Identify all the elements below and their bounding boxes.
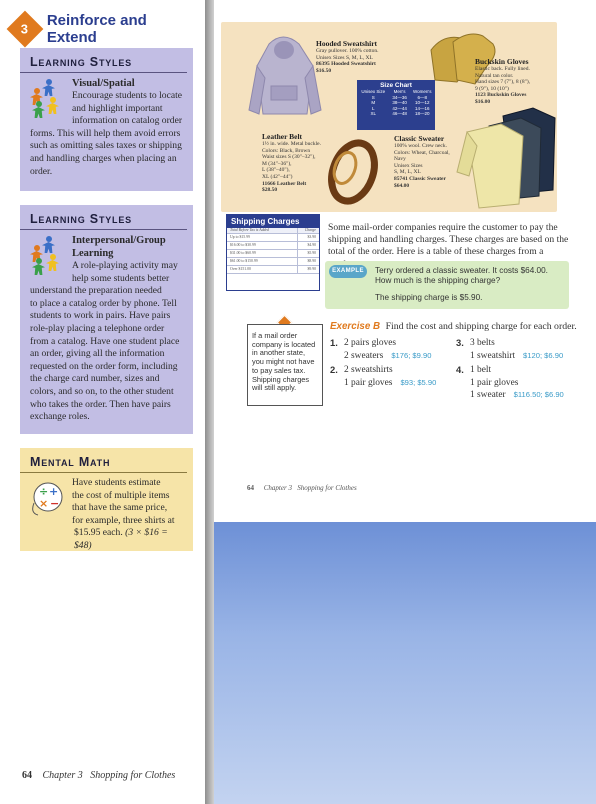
belt-line: XL (42"–44") (262, 173, 293, 180)
belt-line: Waist sizes S (30"–32"), (262, 154, 316, 161)
item-answer: $176; $9.90 (391, 350, 432, 360)
sweatshirt-line: Unisex Sizes S, M, L, XL (316, 54, 373, 61)
note-line: Shipping charges (252, 374, 310, 384)
ls1-line: information on catalog order (72, 115, 183, 127)
item-number: 3. (456, 337, 464, 348)
example-line-2: How much is the shipping charge? (375, 276, 501, 285)
exercise-label: Exercise B (330, 321, 381, 332)
shipping-header-charge: Charge (297, 228, 319, 234)
size-chart-table (357, 89, 435, 117)
belt-price: $28.50 (262, 187, 278, 194)
size-chart-title: Size Chart (380, 82, 412, 89)
mental-math-body (20, 473, 193, 559)
table-row (227, 258, 319, 266)
item-line: 3 belts (470, 338, 495, 348)
size-cell: M (371, 100, 376, 105)
example-line-1: Terry ordered a classic sweater. It costs $64.00. (375, 266, 548, 275)
mm-line: Have students estimate (72, 477, 161, 488)
learning-styles-interpersonal-body (20, 230, 193, 430)
left-page-footer (22, 770, 175, 781)
shipping-charges-title: Shipping Charges (227, 215, 319, 228)
footer-title: Shopping for Clothes (297, 484, 357, 492)
example-answer: The shipping charge is $5.90. (375, 293, 483, 302)
belt-line: L (38"–40"), (262, 167, 290, 174)
sales-tax-note (247, 324, 323, 406)
size-cell: 18—20 (415, 111, 430, 116)
mm-answer: (3 × $16 = $48) (74, 527, 168, 551)
shipping-range: Over $151.00 (227, 266, 297, 274)
gloves-line: Elastic back. Fully lined. (475, 66, 530, 72)
section-number: 3 (21, 21, 29, 37)
sweater-line: 85741 Classic Sweater (394, 175, 446, 182)
ls2-line: understand the preparation needed (30, 285, 162, 297)
sweater-price: $64.00 (394, 182, 410, 189)
background-blue-area (214, 522, 596, 804)
page-number: 64 (247, 484, 254, 492)
size-chart-header: Men's (393, 89, 406, 94)
sweatshirt-price: $16.50 (316, 67, 332, 74)
ls1-line: Encourage students to locate (72, 90, 183, 101)
note-line: you might not have (252, 357, 315, 367)
learning-styles-visual-box (20, 48, 193, 191)
size-cell: 14—16 (415, 105, 430, 111)
item-line: 1 pair gloves (344, 377, 393, 388)
exercise-heading (330, 321, 577, 332)
svg-text:−: − (50, 497, 60, 510)
size-cell: XL (370, 111, 377, 116)
learning-styles-subtitle: Visual/Spatial (72, 78, 135, 89)
sweater-line: 100% wool. Crew neck. (394, 143, 448, 149)
left-footer-title: Shopping for Clothes (90, 770, 176, 781)
shipping-charges-table (226, 214, 320, 291)
ls2-line: help some students better (72, 272, 170, 284)
gloves-line: Hand sizes 7 (7"), 8 (8"), (475, 79, 531, 86)
mm-line: that have the same price, (72, 502, 168, 514)
hooded-sweatshirt-image (249, 37, 321, 114)
leather-belt-image (324, 137, 382, 207)
example-badge: EXAMPLE (329, 265, 367, 278)
ls2-line: who takes the order. Then have pairs (30, 398, 171, 410)
size-cell: 6—8 (417, 94, 428, 100)
ls1-line: order. (30, 165, 53, 177)
gloves-price: $16.00 (475, 98, 491, 105)
learning-styles-people-icon (28, 236, 68, 274)
learning-styles-visual-body (20, 73, 193, 184)
gloves-line: 9 (9"), 10 (10") (475, 85, 509, 92)
ls1-line: and handling charges when placing an (30, 152, 177, 164)
item-line: 1 belt (470, 365, 492, 375)
sweater-description (394, 134, 450, 189)
shipping-header-total: Total Before Tax is Added (227, 228, 297, 234)
ls1-line: forms. This will help them avoid errors (30, 127, 181, 139)
sweatshirt-title: Hooded Sweatshirt (316, 39, 378, 48)
belt-line: Colors: Black, Brown (262, 147, 311, 154)
shipping-range: $61.00 to $150.99 (227, 258, 297, 266)
student-page-footer (247, 484, 357, 492)
shipping-range: $31.00 to $60.99 (227, 250, 297, 258)
note-line: company is located (252, 339, 316, 349)
mm-last-line (30, 527, 186, 552)
item-answer: $116.50; $6.90 (513, 390, 564, 399)
left-footer-chapter: Chapter 3 (42, 770, 83, 781)
sweatshirt-line: 86395 Hooded Sweatshirt (316, 61, 376, 68)
item-line: 1 sweatshirt (470, 350, 516, 361)
belt-line: 1½ in. wide. Metal buckle. (262, 141, 321, 147)
table-row (227, 242, 319, 250)
sweatshirt-line: Gray pullover. 100% cotton. (316, 48, 379, 54)
reinforce-extend-header (10, 14, 200, 44)
item-line: 2 sweaters (344, 350, 384, 361)
item-line: 1 sweater (470, 390, 506, 400)
ls1-line: and highlight important (72, 102, 163, 114)
mm-line: the cost of multiple items (72, 489, 170, 501)
note-line: in another state, (252, 348, 306, 358)
gloves-line: 1123 Buckskin Gloves (475, 92, 527, 99)
svg-text:+: + (49, 485, 59, 498)
classic-sweater-image (457, 108, 555, 208)
intro-line: Some mail-order companies require the customer to pay the (328, 222, 558, 233)
size-cell: L (372, 105, 375, 111)
sweater-line: Unisex Sizes (394, 162, 423, 169)
size-cell: 38—40 (392, 100, 407, 105)
size-chart (357, 80, 435, 130)
sweater-line: S, M, L, XL (394, 169, 421, 176)
ls2-line: to place a catalog order by phone. Tell (30, 297, 177, 309)
ls2-line: colors, and so on, to the other student (30, 385, 174, 397)
ls1-line: such as omitting sales taxes or shipping (30, 140, 182, 152)
size-cell: 10—12 (415, 100, 430, 105)
exercise-instruction: Find the cost and shipping charge for each order. (385, 321, 577, 332)
learning-styles-heading: Learning Styles (20, 48, 187, 73)
sweatshirt-description (316, 39, 378, 74)
ls2-line: requested on the order form, including (30, 360, 178, 372)
note-line: will still apply. (252, 383, 297, 393)
section-number-badge (7, 11, 44, 48)
ls2-line: exchange roles. (30, 411, 90, 423)
section-title: Reinforce and Extend (46, 12, 147, 46)
table-row (227, 250, 319, 258)
gloves-line: Natural tan color. (475, 72, 514, 79)
item-line: 1 pair gloves (470, 377, 519, 388)
item-number: 2. (330, 364, 338, 375)
shipping-charge: $9.90 (297, 266, 319, 274)
shipping-charge: $8.90 (297, 258, 319, 266)
shipping-table (227, 228, 319, 274)
footer-chapter: Chapter 3 (263, 484, 292, 492)
ls2-line: an order, giving all the information (30, 348, 165, 360)
intro-line: total of the order. Here is a table of these charges from a (328, 246, 544, 258)
svg-text:÷: ÷ (39, 485, 49, 498)
note-line: If a mail order (252, 331, 298, 340)
sweater-title: Classic Sweater (394, 134, 445, 143)
belt-line: 11666 Leather Belt (262, 180, 307, 187)
ls2-line: A role-playing activity may (72, 260, 178, 271)
item-answer: $93; $5.90 (400, 377, 437, 387)
learning-styles-people-icon (28, 79, 68, 117)
table-row (227, 234, 319, 242)
belt-line: M (34"–36"), (262, 160, 292, 167)
shipping-range: Up to $15.99 (227, 234, 297, 242)
belt-description (262, 132, 321, 194)
ls2-line: the charge card number, sizes and (30, 373, 160, 385)
shipping-charge: $4.90 (297, 242, 319, 250)
clothing-catalog (221, 22, 557, 212)
left-page-number: 64 (22, 770, 32, 781)
item-line: 2 pairs gloves (344, 338, 397, 348)
ls2-line: from a catalog. Have one student place (30, 335, 180, 347)
ls2-line: role-play placing a telephone order (30, 322, 165, 334)
learning-styles-subtitle: Interpersonal/Group (72, 235, 166, 246)
size-cell: 42—44 (392, 105, 407, 111)
belt-title: Leather Belt (262, 132, 303, 141)
shipping-charge: $3.90 (297, 234, 319, 242)
item-line: 2 sweatshirts (344, 365, 393, 375)
size-cell: 34—36 (392, 94, 407, 100)
learning-styles-subtitle: Learning (72, 248, 114, 259)
shipping-charge: $5.90 (297, 250, 319, 258)
shipping-range: $16.00 to $30.99 (227, 242, 297, 250)
ls2-line: students to work in pairs. Have pairs (30, 310, 171, 322)
item-number: 4. (456, 364, 464, 375)
intro-line: shipping and handling charges. These charges are based on the (328, 234, 569, 246)
mm-line: for example, three shirts at (72, 514, 175, 526)
gloves-title: Buckskin Gloves (475, 57, 529, 66)
item-answer: $120; $6.90 (523, 350, 564, 360)
mm-example: $15.95 each. (74, 527, 123, 539)
teacher-column (0, 0, 205, 804)
size-chart-header: Unisex Size (361, 89, 386, 94)
gloves-description (475, 57, 530, 106)
learning-styles-interpersonal-box (20, 205, 193, 434)
size-chart-header: Women's (412, 89, 432, 94)
example-box (325, 261, 569, 309)
size-cell: 46—48 (392, 111, 407, 116)
learning-styles-heading: Learning Styles (20, 205, 187, 230)
math-operations-icon (28, 479, 68, 519)
table-row (227, 266, 319, 274)
note-line: to pay sales tax. (252, 365, 306, 375)
svg-text:×: × (39, 497, 49, 510)
mental-math-heading: Mental Math (20, 448, 187, 473)
sweater-line: Navy (394, 156, 406, 163)
size-cell: S (371, 94, 375, 100)
sweater-line: Colors: Wheat, Charcoal, (394, 149, 450, 156)
mental-math-box (20, 448, 193, 551)
item-number: 1. (330, 337, 338, 348)
